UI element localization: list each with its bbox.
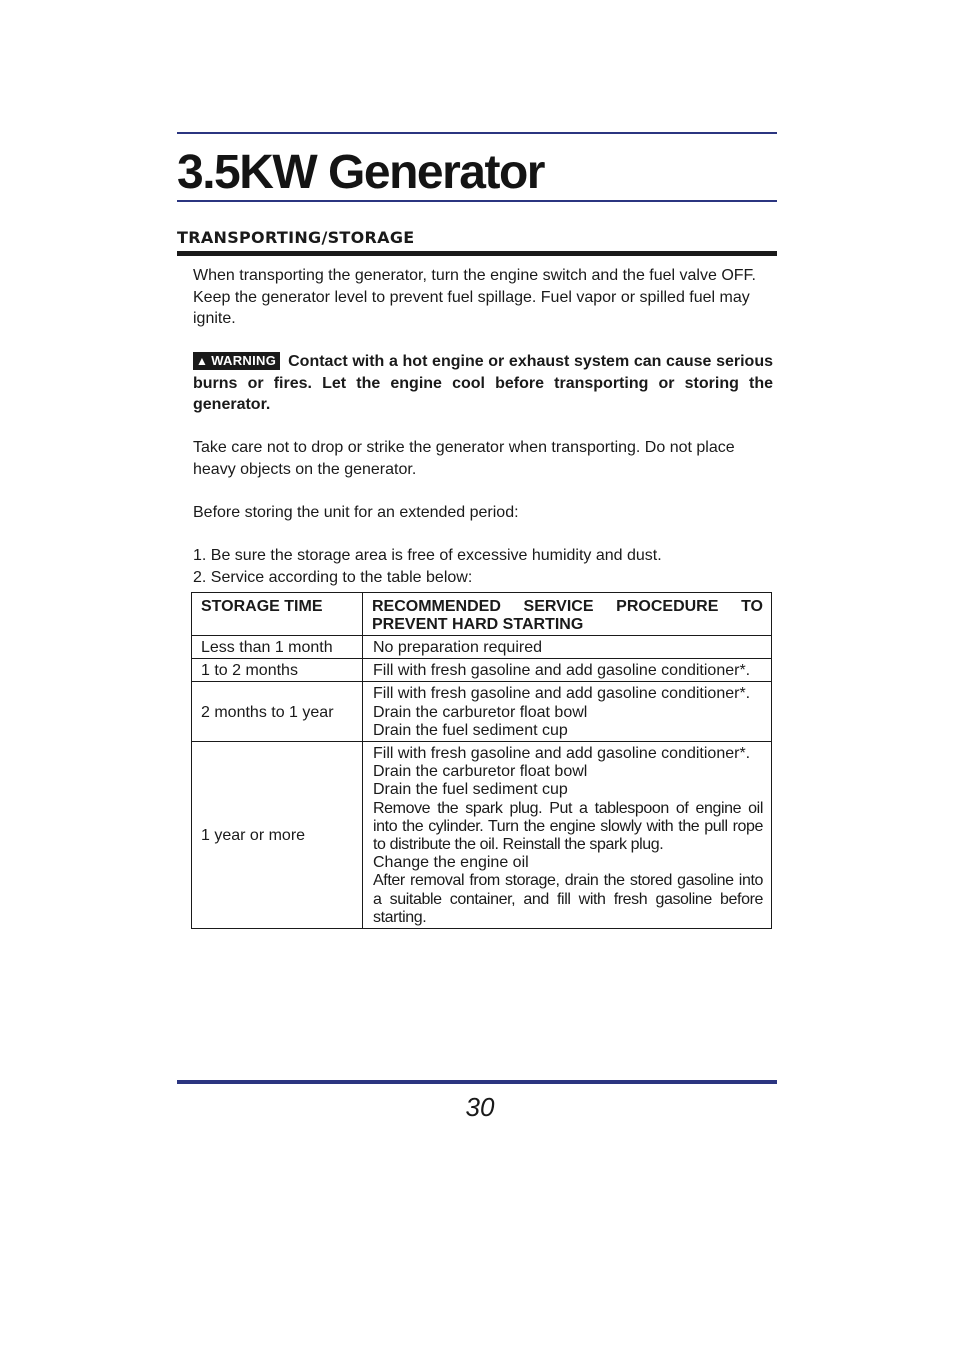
- procedure-cell: [363, 742, 772, 929]
- section-heading-bar: [177, 251, 777, 256]
- table-row: [192, 636, 772, 659]
- care-paragraph: Take care not to drop or strike the generator when transporting. Do not place heavy objects on the generator.: [193, 439, 735, 478]
- table-row: [192, 682, 772, 742]
- storage-steps-list: [193, 545, 773, 588]
- bottom-rule: [177, 1080, 777, 1084]
- procedure-line: Drain the carburetor float bowl: [373, 703, 588, 721]
- transport-paragraph: When transporting the generator, turn the engine switch and the fuel valve OFF. Keep the generator level to prevent fuel spillage. Fuel vapor or spilled fuel may ignite.: [193, 267, 756, 327]
- storage-time-cell: 1 to 2 months: [192, 659, 363, 682]
- procedure-line: Fill with fresh gasoline and add gasoline conditioner*.: [373, 745, 751, 763]
- procedure-cell: [363, 659, 772, 682]
- header-service-procedure: RECOMMENDED SERVICE PROCEDURE TO PREVENT HARD STARTING: [363, 593, 772, 636]
- procedure-cell: [363, 636, 772, 659]
- warning-text: Contact with a hot engine or exhaust system can cause serious burns or fires. Let the engine cool before transporting or storing the generator.: [193, 353, 773, 413]
- procedure-line: Change the engine oil: [373, 854, 529, 872]
- procedure-line: After removal from storage, drain the stored gasoline into a suitable container, and fill with fresh gasoline before starting.: [373, 872, 763, 926]
- page-number: 30: [465, 1092, 495, 1122]
- procedure-line: No preparation required: [373, 639, 542, 656]
- list-item: 1. Be sure the storage area is free of excessive humidity and dust.: [193, 547, 662, 564]
- storage-time-cell: 1 year or more: [192, 742, 363, 929]
- procedure-line: Remove the spark plug. Put a tablespoon of engine oil into the cylinder. Turn the engine slowly with the pull rope to distribute the oil. Reinstall the spark plug.: [373, 799, 763, 854]
- storage-time-cell: Less than 1 month: [192, 636, 363, 659]
- title-rule: [177, 200, 777, 202]
- warning-badge: [193, 352, 280, 370]
- table-header-row: [192, 593, 772, 636]
- procedure-cell: [363, 682, 772, 742]
- procedure-line: Drain the fuel sediment cup: [373, 781, 568, 799]
- procedure-line: Drain the carburetor float bowl: [373, 763, 588, 781]
- top-rule: [177, 132, 777, 134]
- page-title: 3.5KW Generator: [177, 146, 544, 199]
- warning-block: [193, 351, 773, 416]
- header-storage-time: STORAGE TIME: [192, 593, 363, 636]
- storage-intro: Before storing the unit for an extended period:: [193, 504, 519, 521]
- table-row: [192, 742, 772, 929]
- storage-service-table: [191, 592, 772, 929]
- procedure-line: Fill with fresh gasoline and add gasoline conditioner*.: [373, 685, 751, 703]
- warning-triangle-icon: ▲: [196, 354, 209, 368]
- procedure-line: Fill with fresh gasoline and add gasoline conditioner*.: [373, 662, 751, 680]
- list-item: 2. Service according to the table below:: [193, 568, 473, 586]
- procedure-line: Drain the fuel sediment cup: [373, 721, 568, 739]
- table-row: [192, 659, 772, 682]
- storage-time-cell: 2 months to 1 year: [192, 682, 363, 742]
- warning-label: WARNING: [211, 353, 277, 368]
- section-heading: TRANSPORTING/STORAGE: [177, 228, 415, 247]
